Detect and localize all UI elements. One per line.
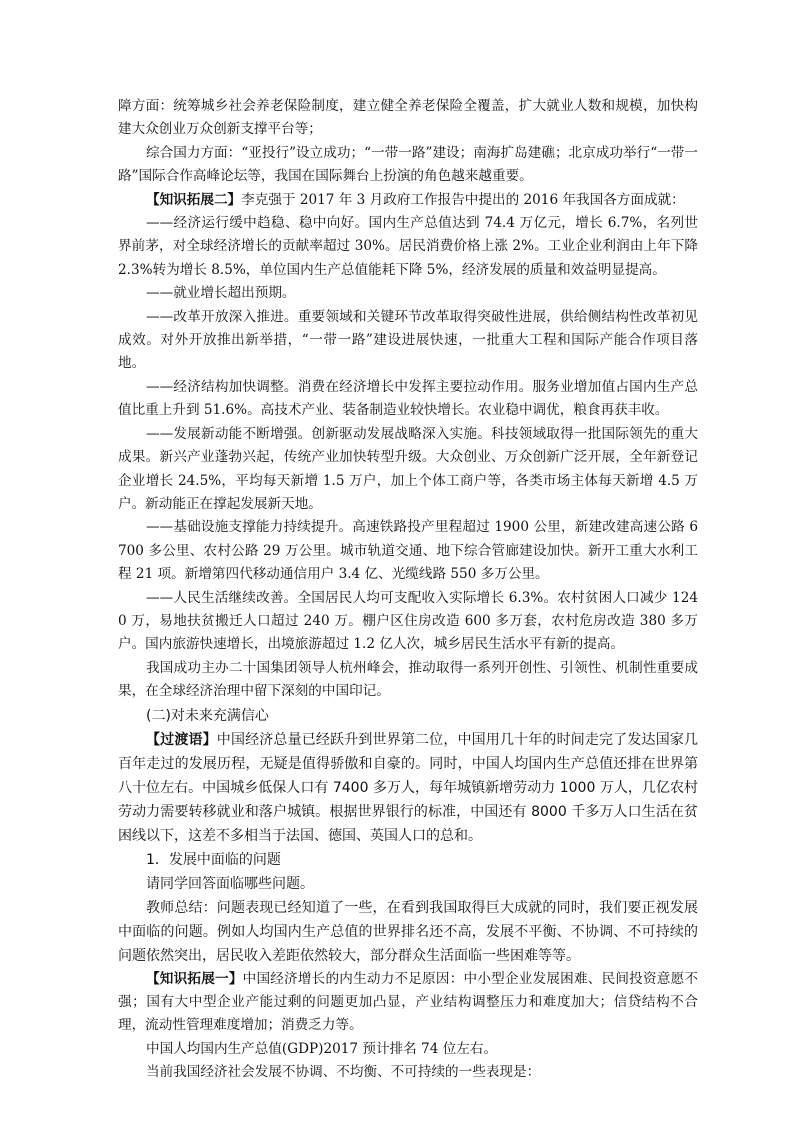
paragraph-infrastructure: ——基础设施支撑能力持续提升。高速铁路投产里程超过 1900 公里，新建改建高速公路 6700 多公里、农村公路 29 万公里。城市轨道交通、地下综合管廊建设加快。新开工重大水利工程 21 项。新增第四代移动通信用户 3.4 亿、光缆线路 550 多万公里。: [118, 519, 698, 583]
paragraph-text: 李克强于 2017 年 3 月政府工作报告中提出的 2016 年我国各方面成就：: [241, 191, 685, 208]
subheading-problems: 1．发展中面临的问题: [146, 851, 281, 868]
section-heading-confidence: (二)对未来充满信心: [146, 707, 269, 724]
transition-tag: 【过渡语】: [146, 731, 217, 748]
paragraph-national-power: 综合国力方面：“亚投行”设立成功；“一带一路”建设；南海扩岛建礁；北京成功举行“一带一路”国际合作高峰论坛等，我国在国际舞台上扮演的角色越来越重要。: [118, 144, 698, 185]
paragraph-economy: ——经济运行缓中趋稳、稳中向好。国内生产总值达到 74.4 万亿元，增长 6.7%，名列世界前茅，对全球经济增长的贡献率超过 30%。居民消费价格上涨 2%。工业企业利润由上年下降 2.3%转为增长 8.5%，单位国内生产总值能耗下降 5%，经济发展的质量和效益明显提高。: [118, 215, 698, 278]
paragraph-transition: [118, 728, 698, 848]
paragraph-imbalance-intro: 当前我国经济社会发展不协调、不均衡、不可持续的一些表现是：: [146, 1064, 541, 1081]
paragraph-reform: ——改革开放深入推进。重要领域和关键环节改革取得突破性进展，供给侧结构性改革初见成效。对外开放推出新举措，“一带一路”建设进展快速，一批重大工程和国际产能合作项目落地。: [118, 308, 698, 372]
paragraph-employment: ——就业增长超出预期。: [146, 285, 296, 302]
paragraph-knowledge-extension-one: [118, 968, 698, 1038]
knowledge-tag: 【知识拓展一】: [146, 970, 243, 987]
paragraph-social-security: 障方面：统筹城乡社会养老保险制度，建立健全养老保险全覆盖，扩大就业人数和规模，加快构建大众创业万众创新支撑平台等；: [118, 98, 698, 138]
paragraph-teacher-summary: 教师总结：问题表现已经知道了一些，在看到我国取得巨大成就的同时，我们要正视发展中面临的问题。例如人均国内生产总值的世界排名还不高，发展不平衡、不协调、不可持续的问题依然突出，居民收入差距依然较大，部分群众生活面临一些困难等等。: [118, 899, 698, 964]
paragraph-gdp-rank: 中国人均国内生产总值(GDP)2017 预计排名 74 位左右。: [146, 1040, 498, 1057]
paragraph-question: 请同学回答面临哪些问题。: [146, 875, 314, 892]
paragraph-text: 中国经济总量已经跃升到世界第二位，中国用几十年的时间走完了发达国家几百年走过的发展历程，无疑是值得骄傲和自豪的。同时，中国人均国内生产总值还排在世界第八十位左右。中国城乡低保人口有 7400 多万人，每年城镇新增劳动力 1000 万人，几亿农村劳动力需要转移就业和落户城镇。根据世界银行的标准，中国还有 8000 千多万人口生活在贫困线以下，这差不多相当于法国、德国、英国人口的总和。: [118, 731, 699, 844]
paragraph-livelihood: ——人民生活继续改善。全国居民人均可支配收入实际增长 6.3%。农村贫困人口减少 1240 万，易地扶贫搬迁人口超过 240 万。棚户区住房改造 600 多万套，农村危房改造 380 多万户。国内旅游快速增长，出境旅游超过 1.2 亿人次，城乡居民生活水平有新的提高。: [118, 589, 698, 653]
knowledge-tag: 【知识拓展二】: [146, 191, 242, 208]
paragraph-new-momentum: ——发展新动能不断增强。创新驱动发展战略深入实施。科技领域取得一批国际领先的重大成果。新兴产业蓬勃兴起，传统产业加快转型升级。大众创业、万众创新广泛开展，全年新登记企业增长 24.5%，平均每天新增 1.5 万户，加上个体工商户等，各类市场主体每天新增 4.5 万户。新动能正在撑起发展新天地。: [118, 425, 698, 512]
paragraph-g20: 我国成功主办二十国集团领导人杭州峰会，推动取得一系列开创性、引领性、机制性重要成果，在全球经济治理中留下深刻的中国印记。: [118, 659, 698, 700]
paragraph-structure: ——经济结构加快调整。消费在经济增长中发挥主要拉动作用。服务业增加值占国内生产总值比重上升到 51.6%。高技术产业、装备制造业较快增长。农业稳中调优，粮食再获丰收。: [118, 378, 698, 419]
paragraph-knowledge-extension-two: [118, 189, 698, 212]
paragraph-text: 中国经济增长的内生动力不足原因：中小型企业发展困难、民间投资意愿不强；国有大中型企业产能过剩的问题更加凸显，产业结构调整压力和难度加大；信贷结构不合理，流动性管理难度增加；消费乏力等。: [118, 970, 699, 1034]
